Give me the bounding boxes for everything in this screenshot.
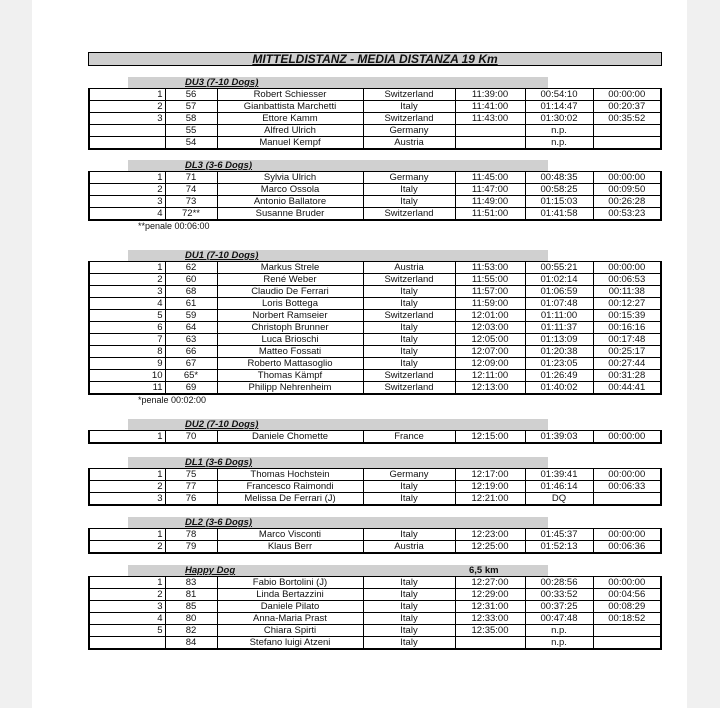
cell-time: 01:02:14: [525, 274, 593, 286]
cell-bib: 66: [165, 346, 217, 358]
cell-gap: [593, 125, 661, 137]
cell-name: Manuel Kempf: [217, 137, 363, 150]
cell-country: Italy: [363, 286, 455, 298]
cell-rank: 1: [89, 262, 165, 274]
cell-start: 12:07:00: [455, 346, 525, 358]
cell-time: 01:45:37: [525, 529, 593, 541]
section-header: [88, 77, 660, 88]
section-label: DU1 (7-10 Dogs): [185, 250, 259, 261]
cell-gap: 00:20:37: [593, 101, 661, 113]
cell-country: Italy: [363, 298, 455, 310]
cell-bib: 69: [165, 382, 217, 395]
cell-start: 11:59:00: [455, 298, 525, 310]
cell-name: Luca Brioschi: [217, 334, 363, 346]
cell-rank: 2: [89, 274, 165, 286]
cell-name: Susanne Bruder: [217, 208, 363, 221]
cell-gap: 00:17:48: [593, 334, 661, 346]
cell-rank: 3: [89, 493, 165, 506]
cell-bib: 77: [165, 481, 217, 493]
table-row: [89, 577, 661, 589]
cell-time: 00:28:56: [525, 577, 593, 589]
section-label: DL2 (3-6 Dogs): [185, 517, 253, 528]
table-row: [89, 286, 661, 298]
cell-country: Germany: [363, 125, 455, 137]
table-row: [89, 208, 661, 221]
results-table: [88, 468, 662, 506]
cell-country: Switzerland: [363, 310, 455, 322]
cell-start: 11:47:00: [455, 184, 525, 196]
table-row: [89, 322, 661, 334]
cell-country: Switzerland: [363, 113, 455, 125]
cell-country: Italy: [363, 322, 455, 334]
cell-rank: 2: [89, 101, 165, 113]
cell-rank: [89, 125, 165, 137]
cell-rank: 3: [89, 196, 165, 208]
cell-time: n.p.: [525, 125, 593, 137]
cell-start: 11:39:00: [455, 89, 525, 101]
cell-name: Norbert Ramseier: [217, 310, 363, 322]
table-row: [89, 589, 661, 601]
cell-bib: 54: [165, 137, 217, 150]
cell-gap: [593, 637, 661, 650]
cell-gap: 00:00:00: [593, 529, 661, 541]
cell-start: 12:19:00: [455, 481, 525, 493]
cell-start: 12:17:00: [455, 469, 525, 481]
cell-time: 01:14:47: [525, 101, 593, 113]
cell-rank: 3: [89, 113, 165, 125]
table-row: [89, 262, 661, 274]
cell-start: 12:01:00: [455, 310, 525, 322]
section-distance: 6,5 km: [469, 565, 499, 576]
cell-rank: 2: [89, 589, 165, 601]
cell-time: 00:37:25: [525, 601, 593, 613]
cell-gap: 00:00:00: [593, 577, 661, 589]
cell-gap: 00:12:27: [593, 298, 661, 310]
cell-bib: 73: [165, 196, 217, 208]
cell-rank: 1: [89, 469, 165, 481]
cell-name: Roberto Mattasoglio: [217, 358, 363, 370]
cell-bib: 84: [165, 637, 217, 650]
cell-bib: 59: [165, 310, 217, 322]
section-header: [88, 250, 660, 261]
section-header: [88, 419, 660, 430]
cell-name: Anna-Maria Prast: [217, 613, 363, 625]
section-label: DL1 (3-6 Dogs): [185, 457, 253, 468]
section-2: [88, 250, 660, 406]
cell-time: 00:33:52: [525, 589, 593, 601]
page-title: MITTELDISTANZ - MEDIA DISTANZA 19 Km: [88, 52, 662, 66]
cell-bib: 79: [165, 541, 217, 554]
cell-gap: 00:00:00: [593, 89, 661, 101]
cell-gap: 00:27:44: [593, 358, 661, 370]
cell-country: Italy: [363, 101, 455, 113]
penalty-note: **penale 00:06:00: [138, 221, 210, 231]
cell-rank: 11: [89, 382, 165, 395]
cell-name: Thomas Kämpf: [217, 370, 363, 382]
cell-start: 12:15:00: [455, 431, 525, 444]
cell-rank: 6: [89, 322, 165, 334]
section-0: [88, 77, 660, 150]
cell-bib: 81: [165, 589, 217, 601]
cell-country: Italy: [363, 613, 455, 625]
cell-time: 01:23:05: [525, 358, 593, 370]
cell-time: 00:55:21: [525, 262, 593, 274]
cell-name: Linda Bertazzini: [217, 589, 363, 601]
cell-rank: 2: [89, 541, 165, 554]
cell-gap: [593, 493, 661, 506]
cell-rank: 3: [89, 286, 165, 298]
cell-rank: 9: [89, 358, 165, 370]
cell-gap: 00:25:17: [593, 346, 661, 358]
cell-start: 11:55:00: [455, 274, 525, 286]
cell-time: 01:30:02: [525, 113, 593, 125]
cell-country: Italy: [363, 184, 455, 196]
cell-name: Stefano luigi Atzeni: [217, 637, 363, 650]
table-row: [89, 89, 661, 101]
cell-gap: 00:00:00: [593, 469, 661, 481]
cell-rank: 4: [89, 613, 165, 625]
cell-bib: 61: [165, 298, 217, 310]
cell-bib: 71: [165, 172, 217, 184]
table-row: [89, 137, 661, 150]
cell-bib: 56: [165, 89, 217, 101]
cell-gap: 00:06:33: [593, 481, 661, 493]
cell-time: n.p.: [525, 637, 593, 650]
section-4: [88, 457, 660, 506]
cell-time: 01:06:59: [525, 286, 593, 298]
cell-rank: 7: [89, 334, 165, 346]
section-header: [88, 457, 660, 468]
cell-bib: 68: [165, 286, 217, 298]
cell-rank: 10: [89, 370, 165, 382]
cell-bib: 75: [165, 469, 217, 481]
cell-bib: 72**: [165, 208, 217, 221]
cell-time: 01:39:03: [525, 431, 593, 444]
cell-name: Antonio Ballatore: [217, 196, 363, 208]
cell-name: Daniele Pilato: [217, 601, 363, 613]
cell-bib: 80: [165, 613, 217, 625]
table-row: [89, 125, 661, 137]
penalty-note: *penale 00:02:00: [138, 395, 207, 405]
table-row: [89, 481, 661, 493]
section-header: [88, 517, 660, 528]
table-row: [89, 298, 661, 310]
cell-name: Claudio De Ferrari: [217, 286, 363, 298]
cell-time: 00:54:10: [525, 89, 593, 101]
section-header: [88, 565, 660, 576]
cell-time: 01:41:58: [525, 208, 593, 221]
cell-rank: 1: [89, 577, 165, 589]
cell-country: France: [363, 431, 455, 444]
cell-start: 12:33:00: [455, 613, 525, 625]
cell-name: Chiara Spirti: [217, 625, 363, 637]
cell-name: Gianbattista Marchetti: [217, 101, 363, 113]
section-header: [88, 160, 660, 171]
cell-name: Melissa De Ferrari (J): [217, 493, 363, 506]
table-row: [89, 431, 661, 444]
table-row: [89, 334, 661, 346]
cell-gap: [593, 137, 661, 150]
cell-country: Austria: [363, 541, 455, 554]
table-row: [89, 382, 661, 395]
cell-rank: 1: [89, 172, 165, 184]
cell-rank: 5: [89, 310, 165, 322]
cell-gap: 00:18:52: [593, 613, 661, 625]
cell-country: Italy: [363, 481, 455, 493]
cell-country: Italy: [363, 529, 455, 541]
cell-time: 01:11:37: [525, 322, 593, 334]
document-page: [32, 0, 687, 708]
cell-country: Italy: [363, 625, 455, 637]
cell-name: René Weber: [217, 274, 363, 286]
cell-bib: 65*: [165, 370, 217, 382]
cell-time: 01:15:03: [525, 196, 593, 208]
table-row: [89, 529, 661, 541]
cell-country: Switzerland: [363, 208, 455, 221]
cell-name: Thomas Hochstein: [217, 469, 363, 481]
cell-name: Marco Visconti: [217, 529, 363, 541]
table-row: [89, 613, 661, 625]
cell-start: 11:57:00: [455, 286, 525, 298]
cell-gap: 00:06:53: [593, 274, 661, 286]
cell-name: Markus Strele: [217, 262, 363, 274]
cell-country: Austria: [363, 137, 455, 150]
table-row: [89, 310, 661, 322]
cell-start: 11:41:00: [455, 101, 525, 113]
cell-name: Alfred Ulrich: [217, 125, 363, 137]
cell-start: 12:13:00: [455, 382, 525, 395]
cell-bib: 63: [165, 334, 217, 346]
cell-rank: 4: [89, 298, 165, 310]
cell-name: Sylvia Ulrich: [217, 172, 363, 184]
cell-country: Italy: [363, 601, 455, 613]
cell-bib: 70: [165, 431, 217, 444]
cell-country: Italy: [363, 637, 455, 650]
cell-rank: [89, 137, 165, 150]
table-row: [89, 493, 661, 506]
cell-country: Switzerland: [363, 274, 455, 286]
cell-name: Philipp Nehrenheim: [217, 382, 363, 395]
cell-gap: 00:00:00: [593, 262, 661, 274]
cell-time: 00:47:48: [525, 613, 593, 625]
table-row: [89, 101, 661, 113]
cell-start: 12:27:00: [455, 577, 525, 589]
cell-start: 12:11:00: [455, 370, 525, 382]
cell-gap: 00:04:56: [593, 589, 661, 601]
cell-rank: 1: [89, 89, 165, 101]
cell-start: [455, 637, 525, 650]
results-table: [88, 171, 662, 221]
cell-country: Germany: [363, 172, 455, 184]
cell-start: 11:49:00: [455, 196, 525, 208]
cell-rank: 4: [89, 208, 165, 221]
cell-gap: 00:35:52: [593, 113, 661, 125]
table-row: [89, 346, 661, 358]
cell-time: 00:48:35: [525, 172, 593, 184]
cell-gap: 00:16:16: [593, 322, 661, 334]
cell-time: 01:26:49: [525, 370, 593, 382]
cell-gap: [593, 625, 661, 637]
cell-bib: 60: [165, 274, 217, 286]
cell-name: Robert Schiesser: [217, 89, 363, 101]
cell-country: Switzerland: [363, 370, 455, 382]
cell-rank: 1: [89, 529, 165, 541]
table-row: [89, 274, 661, 286]
cell-start: 11:51:00: [455, 208, 525, 221]
table-row: [89, 637, 661, 650]
cell-gap: 00:26:28: [593, 196, 661, 208]
cell-rank: 1: [89, 431, 165, 444]
cell-time: 01:40:02: [525, 382, 593, 395]
cell-rank: 8: [89, 346, 165, 358]
cell-bib: 74: [165, 184, 217, 196]
cell-time: n.p.: [525, 137, 593, 150]
cell-name: Klaus Berr: [217, 541, 363, 554]
table-row: [89, 469, 661, 481]
cell-bib: 57: [165, 101, 217, 113]
cell-bib: 55: [165, 125, 217, 137]
cell-start: 11:43:00: [455, 113, 525, 125]
cell-country: Austria: [363, 262, 455, 274]
cell-time: 01:11:00: [525, 310, 593, 322]
table-row: [89, 370, 661, 382]
cell-country: Switzerland: [363, 89, 455, 101]
cell-time: 01:39:41: [525, 469, 593, 481]
cell-country: Italy: [363, 196, 455, 208]
cell-gap: 00:00:00: [593, 431, 661, 444]
cell-country: Switzerland: [363, 382, 455, 395]
table-row: [89, 601, 661, 613]
cell-time: n.p.: [525, 625, 593, 637]
cell-country: Germany: [363, 469, 455, 481]
cell-start: 12:35:00: [455, 625, 525, 637]
section-label: DU3 (7-10 Dogs): [185, 77, 259, 88]
cell-bib: 67: [165, 358, 217, 370]
cell-bib: 85: [165, 601, 217, 613]
cell-gap: 00:31:28: [593, 370, 661, 382]
cell-bib: 58: [165, 113, 217, 125]
results-table: [88, 430, 662, 444]
cell-start: 12:29:00: [455, 589, 525, 601]
cell-start: 12:23:00: [455, 529, 525, 541]
cell-country: Italy: [363, 358, 455, 370]
cell-time: 01:20:38: [525, 346, 593, 358]
cell-bib: 64: [165, 322, 217, 334]
cell-name: Christoph Brunner: [217, 322, 363, 334]
cell-start: 12:03:00: [455, 322, 525, 334]
table-row: [89, 541, 661, 554]
section-1: [88, 160, 660, 232]
cell-bib: 62: [165, 262, 217, 274]
table-row: [89, 113, 661, 125]
section-6: [88, 565, 660, 650]
table-row: [89, 184, 661, 196]
cell-time: 01:13:09: [525, 334, 593, 346]
section-label: DU2 (7-10 Dogs): [185, 419, 259, 430]
cell-gap: 00:06:36: [593, 541, 661, 554]
cell-start: 12:09:00: [455, 358, 525, 370]
results-table: [88, 576, 662, 650]
table-row: [89, 172, 661, 184]
cell-time: 01:46:14: [525, 481, 593, 493]
cell-name: Marco Ossola: [217, 184, 363, 196]
cell-start: [455, 125, 525, 137]
cell-start: 11:53:00: [455, 262, 525, 274]
cell-gap: 00:15:39: [593, 310, 661, 322]
cell-rank: [89, 637, 165, 650]
results-table: [88, 528, 662, 554]
cell-time: 01:52:13: [525, 541, 593, 554]
cell-name: Loris Bottega: [217, 298, 363, 310]
cell-gap: 00:09:50: [593, 184, 661, 196]
cell-time: 01:07:48: [525, 298, 593, 310]
section-label: DL3 (3-6 Dogs): [185, 160, 253, 171]
cell-bib: 78: [165, 529, 217, 541]
cell-rank: 2: [89, 184, 165, 196]
cell-country: Italy: [363, 589, 455, 601]
table-row: [89, 625, 661, 637]
cell-gap: 00:00:00: [593, 172, 661, 184]
cell-rank: 3: [89, 601, 165, 613]
cell-gap: 00:11:38: [593, 286, 661, 298]
cell-gap: 00:53:23: [593, 208, 661, 221]
cell-start: [455, 137, 525, 150]
cell-rank: 2: [89, 481, 165, 493]
cell-start: 11:45:00: [455, 172, 525, 184]
cell-bib: 83: [165, 577, 217, 589]
section-3: [88, 419, 660, 444]
cell-time: DQ: [525, 493, 593, 506]
section-5: [88, 517, 660, 554]
results-table: [88, 88, 662, 150]
cell-name: Matteo Fossati: [217, 346, 363, 358]
cell-start: 12:21:00: [455, 493, 525, 506]
table-row: [89, 196, 661, 208]
cell-name: Fabio Bortolini (J): [217, 577, 363, 589]
cell-bib: 82: [165, 625, 217, 637]
cell-country: Italy: [363, 346, 455, 358]
section-label: Happy Dog: [185, 565, 236, 576]
cell-start: 12:25:00: [455, 541, 525, 554]
cell-name: Francesco Raimondi: [217, 481, 363, 493]
cell-time: 00:58:25: [525, 184, 593, 196]
table-row: [89, 358, 661, 370]
cell-country: Italy: [363, 493, 455, 506]
cell-gap: 00:08:29: [593, 601, 661, 613]
cell-country: Italy: [363, 334, 455, 346]
cell-name: Daniele Chomette: [217, 431, 363, 444]
cell-start: 12:31:00: [455, 601, 525, 613]
cell-rank: 5: [89, 625, 165, 637]
cell-country: Italy: [363, 577, 455, 589]
results-table: [88, 261, 662, 395]
cell-bib: 76: [165, 493, 217, 506]
cell-name: Ettore Kamm: [217, 113, 363, 125]
cell-start: 12:05:00: [455, 334, 525, 346]
cell-gap: 00:44:41: [593, 382, 661, 395]
